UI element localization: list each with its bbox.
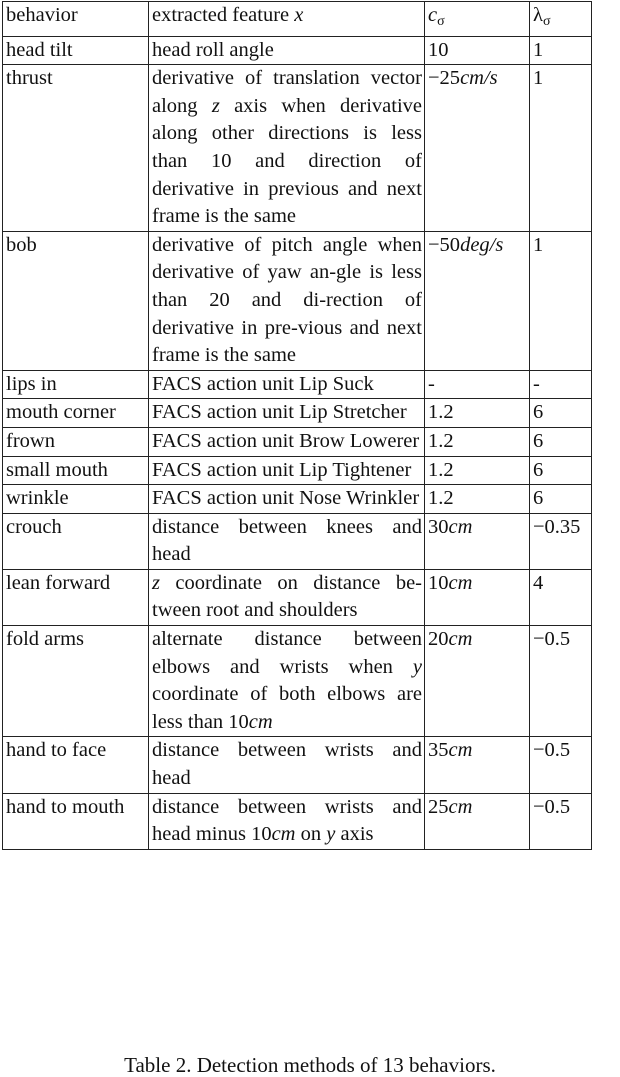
- text-segment: 20: [428, 628, 449, 651]
- text-segment: 1.2: [428, 487, 454, 510]
- table-row: [3, 36, 592, 65]
- lambda-sigma-cell: 6: [530, 485, 592, 514]
- c-sigma-cell: [425, 737, 530, 793]
- feature-cell: [149, 456, 425, 485]
- lambda-sigma-cell: 6: [530, 427, 592, 456]
- text-segment: 1.2: [428, 401, 454, 424]
- text-segment: FACS action unit Nose Wrinkler: [152, 487, 420, 510]
- table-container: [2, 1, 592, 850]
- math-symbol: cm: [448, 739, 473, 762]
- math-symbol: cm/s: [460, 67, 498, 90]
- lambda-sigma-cell: 1: [530, 36, 592, 65]
- behavior-cell: frown: [3, 427, 149, 456]
- math-symbol: z: [152, 571, 160, 594]
- feature-cell: [149, 569, 425, 625]
- text-segment: FACS action unit Lip Suck: [152, 372, 374, 395]
- text-segment: FACS action unit Lip Stretcher: [152, 401, 407, 424]
- c-sigma-cell: [425, 569, 530, 625]
- lambda-sigma-cell: 4: [530, 569, 592, 625]
- c-sigma-cell: [425, 231, 530, 370]
- behavior-table: [2, 1, 592, 850]
- math-symbol: cm: [448, 515, 473, 538]
- feature-cell: [149, 513, 425, 569]
- header-feature: extracted feature x: [149, 2, 425, 37]
- feature-cell: [149, 793, 425, 849]
- math-symbol: cm: [448, 628, 473, 651]
- behavior-cell: thrust: [3, 65, 149, 232]
- text-segment: coordinate on distance be-tween root and shoulders: [152, 571, 422, 622]
- behavior-cell: small mouth: [3, 456, 149, 485]
- text-segment: 10: [428, 38, 449, 61]
- lambda-sigma-cell: 1: [530, 231, 592, 370]
- text-segment: axis: [335, 823, 374, 846]
- text-segment: derivative of pitch angle when derivative of yaw an-gle is less than 20 and di-rection of derivative in pre-vious and next frame is the same: [152, 233, 422, 367]
- text-segment: −50: [428, 233, 461, 256]
- table-row: [3, 456, 592, 485]
- text-segment: 1.2: [428, 458, 454, 481]
- header-c-sigma: $c_\sigma$: [425, 2, 530, 37]
- behavior-cell: wrinkle: [3, 485, 149, 514]
- feature-cell: [149, 231, 425, 370]
- table-row: [3, 370, 592, 399]
- c-sigma-cell: [425, 513, 530, 569]
- text-segment: distance between wrists and head: [152, 739, 422, 790]
- math-symbol: z: [211, 94, 220, 117]
- behavior-cell: lean forward: [3, 569, 149, 625]
- table-row: [3, 485, 592, 514]
- math-symbol: cm: [271, 823, 296, 846]
- table-row: [3, 65, 592, 232]
- math-symbol: y: [326, 823, 336, 846]
- text-segment: -: [428, 372, 435, 395]
- feature-cell: [149, 370, 425, 399]
- c-sigma-cell: [425, 626, 530, 737]
- text-segment: 10: [428, 571, 449, 594]
- table-row: [3, 399, 592, 428]
- table-body: [3, 36, 592, 849]
- text-segment: 25: [428, 795, 449, 818]
- c-sigma-cell: [425, 399, 530, 428]
- feature-cell: [149, 485, 425, 514]
- math-symbol: cm: [248, 710, 273, 733]
- text-segment: 35: [428, 739, 449, 762]
- table-row: [3, 427, 592, 456]
- text-segment: alternate distance between elbows and wrists when: [152, 628, 422, 678]
- math-symbol: y: [412, 655, 422, 678]
- c-sigma-cell: [425, 370, 530, 399]
- text-segment: 1.2: [428, 429, 454, 452]
- behavior-cell: head tilt: [3, 36, 149, 65]
- math-symbol: cm: [448, 571, 473, 594]
- lambda-sigma-cell: −0.5: [530, 737, 592, 793]
- lambda-sigma-cell: -: [530, 370, 592, 399]
- feature-cell: [149, 36, 425, 65]
- lambda-sigma-cell: 6: [530, 456, 592, 485]
- behavior-cell: hand to face: [3, 737, 149, 793]
- behavior-cell: fold arms: [3, 626, 149, 737]
- lambda-sigma-cell: 1: [530, 65, 592, 232]
- text-segment: derivative of translation vector along: [152, 67, 422, 117]
- feature-cell: [149, 626, 425, 737]
- c-sigma-cell: [425, 36, 530, 65]
- table-row: [3, 231, 592, 370]
- header-lambda-sigma: $\lambda_\sigma$: [530, 2, 592, 37]
- text-segment: 30: [428, 515, 449, 538]
- header-behavior: behavior: [3, 2, 149, 37]
- text-segment: FACS action unit Lip Tightener: [152, 458, 412, 481]
- text-segment: head roll angle: [152, 38, 274, 61]
- c-sigma-cell: [425, 427, 530, 456]
- text-segment: distance between knees and head: [152, 515, 422, 566]
- c-sigma-cell: [425, 793, 530, 849]
- math-symbol: cm: [448, 795, 473, 818]
- behavior-cell: mouth corner: [3, 399, 149, 428]
- table-caption: Table 2. Detection methods of 13 behaviors.: [124, 1053, 496, 1077]
- behavior-cell: crouch: [3, 513, 149, 569]
- text-segment: on: [295, 823, 327, 846]
- behavior-cell: hand to mouth: [3, 793, 149, 849]
- text-segment: FACS action unit Brow Lowerer: [152, 429, 420, 452]
- behavior-cell: lips in: [3, 370, 149, 399]
- text-segment: −25: [428, 67, 461, 90]
- lambda-sigma-cell: −0.5: [530, 793, 592, 849]
- text-segment: coordinate of both elbows are less than 10: [152, 683, 422, 733]
- c-sigma-cell: [425, 485, 530, 514]
- lambda-sigma-cell: −0.5: [530, 626, 592, 737]
- table-row: [3, 793, 592, 849]
- text-segment: axis when derivative along other directions is less than 10 and direction of derivative in previous and next frame is the same: [152, 94, 423, 228]
- table-header-row: [3, 2, 592, 37]
- text-segment: distance between wrists and head minus 10: [152, 795, 422, 846]
- table-row: [3, 569, 592, 625]
- table-row: [3, 737, 592, 793]
- lambda-sigma-cell: 6: [530, 399, 592, 428]
- c-sigma-cell: [425, 456, 530, 485]
- feature-cell: [149, 737, 425, 793]
- math-symbol: deg/s: [460, 233, 504, 256]
- behavior-cell: bob: [3, 231, 149, 370]
- feature-cell: [149, 399, 425, 428]
- lambda-sigma-cell: −0.35: [530, 513, 592, 569]
- c-sigma-cell: [425, 65, 530, 232]
- feature-cell: [149, 65, 425, 232]
- table-row: [3, 626, 592, 737]
- table-row: [3, 513, 592, 569]
- feature-cell: [149, 427, 425, 456]
